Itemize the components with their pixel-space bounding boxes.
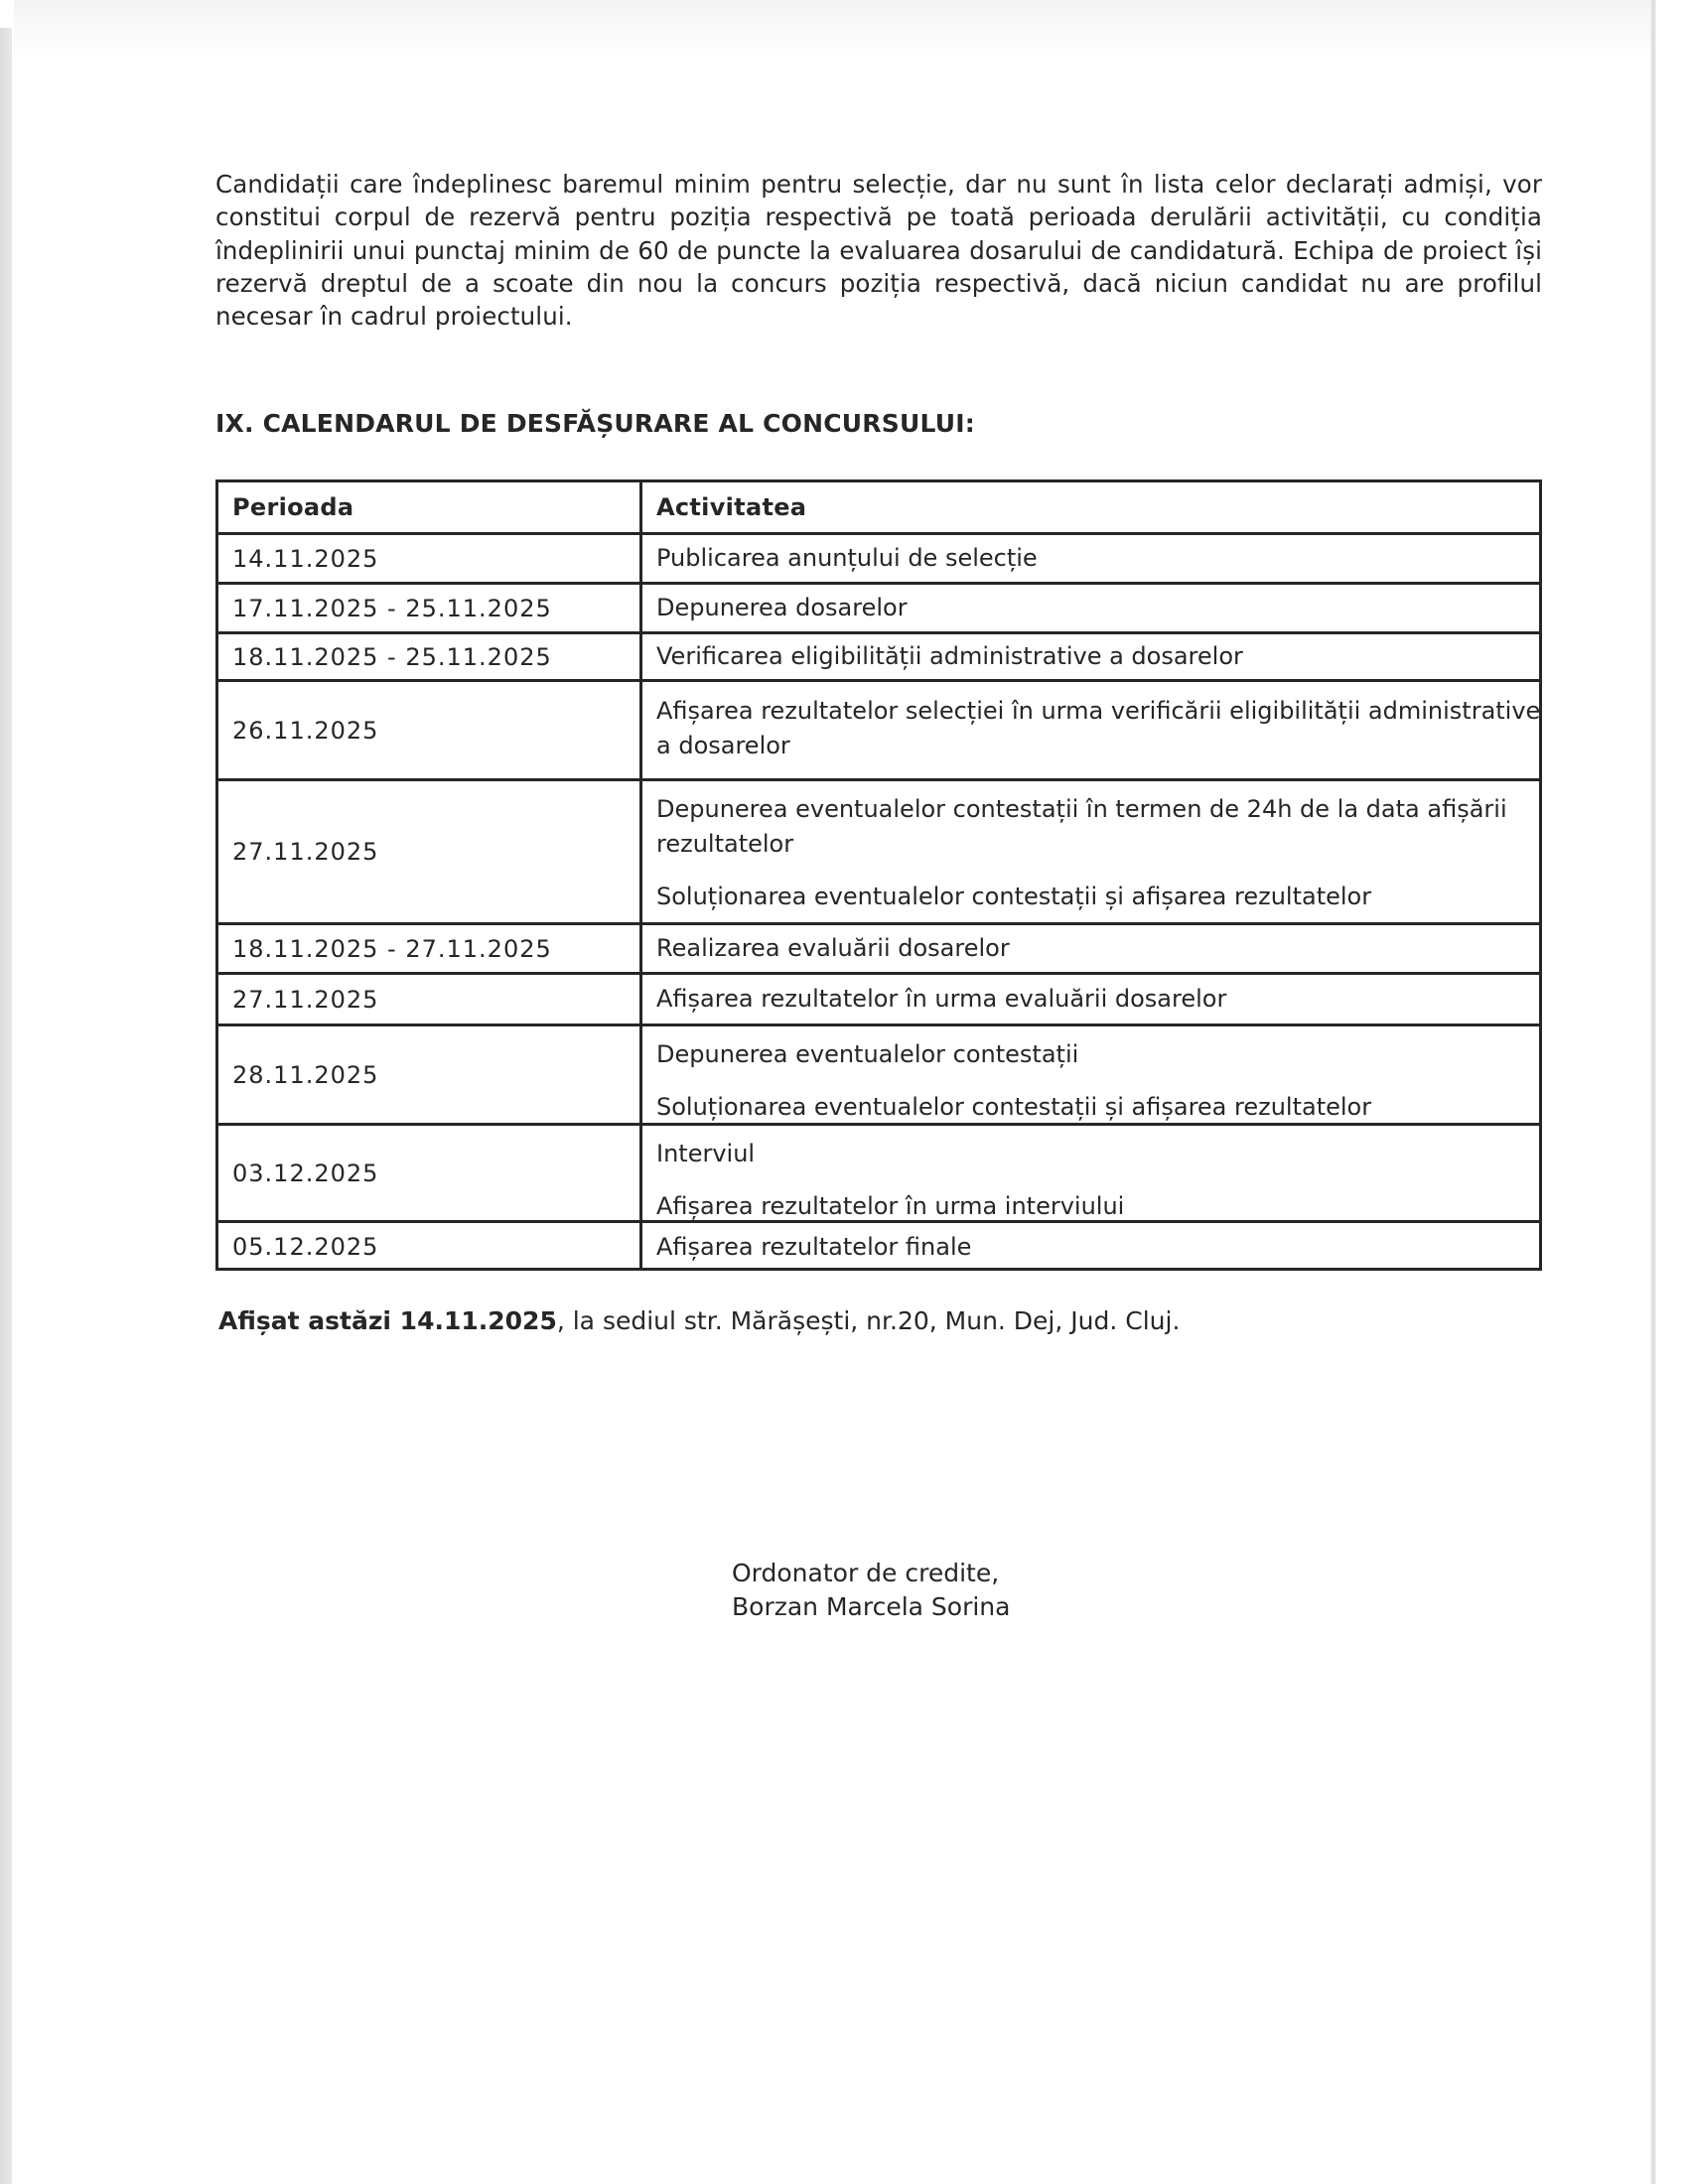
table-row [215, 922, 1542, 972]
activity-text: Depunerea dosarelor [656, 594, 908, 621]
activity-text: Verificarea eligibilității administrative a dosarelor [656, 642, 1243, 670]
table-header-row [215, 482, 1542, 532]
scan-edge-right [1650, 0, 1656, 2184]
period-cell: 03.12.2025 [215, 1126, 642, 1220]
activity-cell [642, 634, 1542, 679]
scan-edge-left [0, 28, 12, 2184]
activity-text: Afișarea rezultatelor finale [656, 1232, 972, 1261]
period-cell: 18.11.2025 - 27.11.2025 [215, 925, 642, 972]
calendar-table [215, 479, 1542, 1271]
table-row [215, 532, 1542, 582]
period-cell: 18.11.2025 - 25.11.2025 [215, 634, 642, 679]
table-row [215, 679, 1542, 778]
activity-cell [642, 925, 1542, 972]
period-cell: 27.11.2025 [215, 781, 642, 922]
activity-text: Afișarea rezultatelor selecției în urma verificării eligibilității administrative a dosarelor [656, 697, 1541, 759]
activity-cell [642, 781, 1542, 922]
table-row [215, 1024, 1542, 1123]
activity-text: Depunerea eventualelor contestații în termen de 24h de la data afișării rezultatelor [656, 795, 1507, 858]
header-activity [642, 482, 1542, 532]
header-activity-label: Activitatea [656, 493, 807, 521]
table-row [215, 1123, 1542, 1220]
activity-text: Depunerea eventualelor contestații [656, 1040, 1079, 1068]
activity-cell [642, 1026, 1542, 1123]
activity-cell [642, 1126, 1542, 1220]
activity-text: Realizarea evaluării dosarelor [656, 934, 1010, 962]
posting-location: , la sediul str. Mărășești, nr.20, Mun. Dej, Jud. Cluj. [556, 1306, 1181, 1335]
activity-text: Interviul [656, 1140, 756, 1167]
signature-title: Ordonator de credite, [732, 1559, 1000, 1587]
table-row [215, 631, 1542, 679]
activity-text: Soluționarea eventualelor contestații și afișarea rezultatelor [656, 883, 1372, 910]
activity-cell [642, 1223, 1542, 1271]
period-cell: 27.11.2025 [215, 975, 642, 1024]
posting-date-bold: Afișat astăzi 14.11.2025 [218, 1306, 557, 1335]
activity-cell [642, 975, 1542, 1024]
activity-text: Afișarea rezultatelor în urma evaluării dosarelor [656, 985, 1227, 1013]
activity-cell [642, 682, 1542, 778]
header-period: Perioada [215, 482, 642, 532]
table-row [215, 972, 1542, 1024]
posting-note [218, 1306, 1180, 1335]
signature-name: Borzan Marcela Sorina [732, 1592, 1011, 1621]
scan-shadow-top [14, 0, 1650, 60]
activity-text: Publicarea anunțului de selecție [656, 544, 1038, 572]
period-cell: 05.12.2025 [215, 1223, 642, 1271]
table-row [215, 778, 1542, 922]
activity-cell [642, 585, 1542, 631]
period-cell: 14.11.2025 [215, 535, 642, 582]
period-cell: 17.11.2025 - 25.11.2025 [215, 585, 642, 631]
period-cell: 26.11.2025 [215, 682, 642, 778]
activity-text: Afișarea rezultatelor în urma interviului [656, 1192, 1125, 1220]
table-row [215, 582, 1542, 631]
activity-text: Soluționarea eventualelor contestații și afișarea rezultatelor [656, 1093, 1372, 1121]
section-heading: IX. CALENDARUL DE DESFĂȘURARE AL CONCURSULUI: [215, 409, 975, 438]
activity-cell [642, 535, 1542, 582]
table-row [215, 1220, 1542, 1271]
period-cell: 28.11.2025 [215, 1026, 642, 1123]
signature-block [732, 1557, 1010, 1624]
reserve-candidates-paragraph: Candidații care îndeplinesc baremul minim pentru selecție, dar nu sunt în lista celor declarați admiși, vor constitui corpul de rezervă pentru poziția respectivă pe toată perioada derulării activității, cu condiția îndeplinirii unui punctaj minim de 60 de puncte la evaluarea dosarului de candidatură. Echipa de proiect își rezervă dreptul de a scoate din nou la concurs poziția respectivă, dacă niciun candidat nu are profilul necesar în cadrul proiectului. [215, 170, 1542, 332]
